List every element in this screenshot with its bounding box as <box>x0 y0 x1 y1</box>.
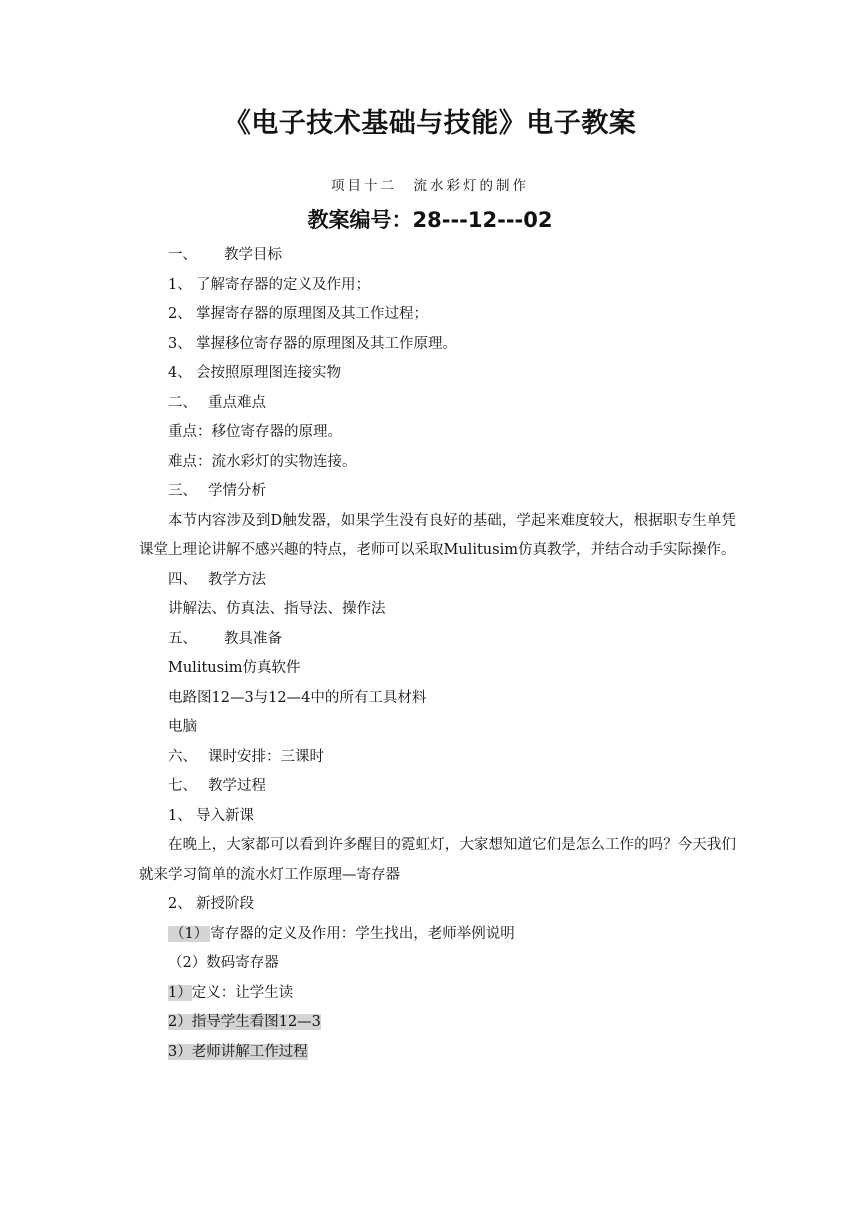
analysis-paragraph: 本节内容涉及到D触发器，如果学生没有良好的基础，学起来难度较大，根据职专生单凭课堂上理论讲解不感兴趣的特点，老师可以采取Mulitusim仿真教学，并结合动手实际操作。 <box>139 512 736 558</box>
document-body <box>139 241 736 1067</box>
section-heading-objectives <box>168 241 736 271</box>
process-substep-item: 3）老师讲解工作过程 <box>168 1043 308 1060</box>
key-point-text: 重点：移位寄存器的原理。 <box>168 424 342 440</box>
section-heading-methods <box>168 566 736 596</box>
section-number: 四、 <box>168 571 197 588</box>
section-title: 教学过程 <box>208 778 266 794</box>
objective-item: 1、 了解寄存器的定义及作用； <box>168 276 370 293</box>
process-substep-item: 2）指导学生看图12—3 <box>168 1014 321 1030</box>
process-substep: （1） 寄存器的定义及作用：学生找出，老师举例说明 <box>170 925 515 942</box>
intro-paragraph: 在晚上，大家都可以看到许多醒目的霓虹灯，大家想知道它们是怎么工作的吗？今天我们就来学习简单的流水灯工作原理—寄存器 <box>139 837 736 883</box>
section-heading-key-points <box>168 389 736 419</box>
section-title: 教学方法 <box>208 571 266 588</box>
document-title: 《电子技术基础与技能》电子教案 <box>223 108 637 139</box>
section-heading-materials <box>168 625 736 655</box>
material-item: 电路图12—3与12—4中的所有工具材料 <box>168 689 427 706</box>
section-title: 学情分析 <box>208 483 266 499</box>
section-title: 课时安排：三课时 <box>208 748 324 765</box>
section-number: 七、 <box>168 778 197 794</box>
section-number: 三、 <box>168 483 197 499</box>
section-number: 五、 <box>168 630 197 647</box>
process-substep-item: 1）定义：让学生读 <box>168 984 294 1001</box>
section-heading-analysis <box>168 477 736 507</box>
process-step: 2、 新授阶段 <box>168 896 254 912</box>
section-title: 教具准备 <box>224 630 282 647</box>
objective-item: 3、 掌握移位寄存器的原理图及其工作原理。 <box>168 335 457 352</box>
section-number: 一、 <box>168 247 197 263</box>
process-step: 1、 导入新课 <box>168 807 254 824</box>
lesson-plan-code: 教案编号：28---12---02 <box>307 208 553 232</box>
material-item: Mulitusim仿真软件 <box>168 660 301 676</box>
section-title: 教学目标 <box>224 247 282 263</box>
material-item: 电脑 <box>168 719 197 735</box>
objective-item: 4、 会按照原理图连接实物 <box>168 365 341 381</box>
section-title: 重点难点 <box>208 394 266 411</box>
project-subtitle: 项目十二 流水彩灯的制作 <box>331 178 529 194</box>
section-heading-process <box>168 772 736 802</box>
section-heading-schedule <box>168 743 736 773</box>
process-substep: （2）数码寄存器 <box>168 955 279 971</box>
section-number: 二、 <box>168 394 197 411</box>
difficult-point-text: 难点：流水彩灯的实物连接。 <box>168 453 357 470</box>
objective-item: 2、 掌握寄存器的原理图及其工作过程； <box>168 306 428 322</box>
methods-text: 讲解法、仿真法、指导法、操作法 <box>168 601 386 617</box>
section-number: 六、 <box>168 748 197 765</box>
